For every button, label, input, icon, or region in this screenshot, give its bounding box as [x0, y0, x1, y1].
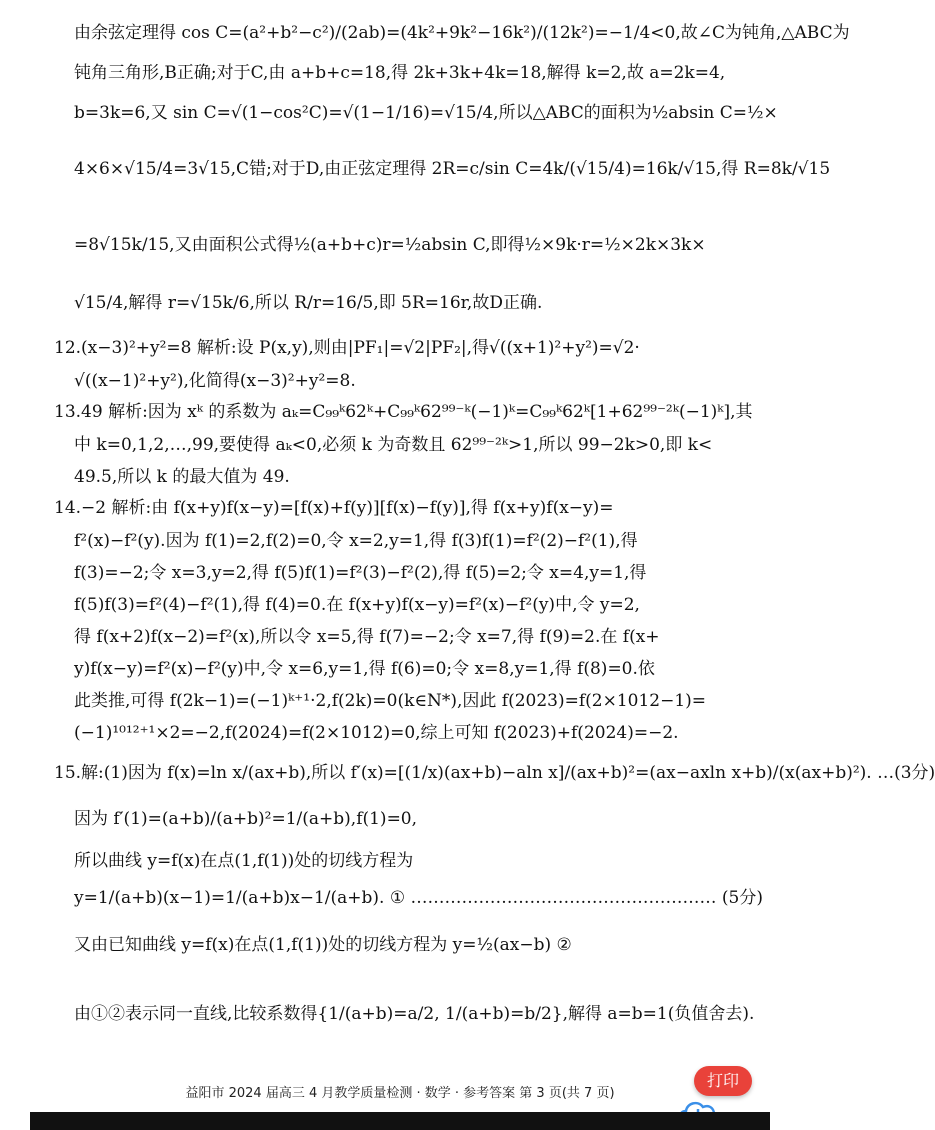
text-line: f(3)=−2;令 x=3,y=2,得 f(5)f(1)=f²(3)−f²(2),得 f(5)=2;令 x=4,y=1,得 — [74, 563, 647, 583]
text-line: 4×6×√15/4=3√15,C错;对于D,由正弦定理得 2R=c/sin C=4k/(√15/4)=16k/√15,得 R=8k/√15 — [74, 159, 831, 179]
text-line: √((x−1)²+y²),化简得(x−3)²+y²=8. — [74, 371, 356, 391]
text-line: 钝角三角形,B正确;对于C,由 a+b+c=18,得 2k+3k+4k=18,解得 k=2,故 a=2k=4, — [74, 63, 726, 83]
text-line: 得 f(x+2)f(x−2)=f²(x),所以令 x=5,得 f(7)=−2;令 x=7,得 f(9)=2.在 f(x+ — [74, 627, 660, 647]
print-button[interactable]: 打印 — [694, 1066, 752, 1096]
page-footer: 益阳市 2024 届高三 4 月教学质量检测 · 数学 · 参考答案 第 3 页(共 7 页) — [185, 1086, 615, 1101]
text-line: f²(x)−f²(y).因为 f(1)=2,f(2)=0,令 x=2,y=1,得 f(3)f(1)=f²(2)−f²(1),得 — [74, 531, 638, 551]
text-line: 因为 f′(1)=(a+b)/(a+b)²=1/(a+b),f(1)=0, — [74, 809, 418, 829]
text-line: 14.−2 解析:由 f(x+y)f(x−y)=[f(x)+f(y)][f(x)−f(y)],得 f(x+y)f(x−y)= — [54, 498, 614, 518]
text-line: 由余弦定理得 cos C=(a²+b²−c²)/(2ab)=(4k²+9k²−16k²)/(12k²)=−1/4<0,故∠C为钝角,△ABC为 — [74, 23, 850, 43]
text-line: 49.5,所以 k 的最大值为 49. — [74, 467, 290, 487]
text-line: f(5)f(3)=f²(4)−f²(1),得 f(4)=0.在 f(x+y)f(x−y)=f²(x)−f²(y)中,令 y=2, — [74, 595, 640, 615]
text-line: y=1/(a+b)(x−1)=1/(a+b)x−1/(a+b). ① ……………………………………………… (5分) — [74, 888, 763, 908]
text-line: y)f(x−y)=f²(x)−f²(y)中,令 x=6,y=1,得 f(6)=0;令 x=8,y=1,得 f(8)=0.依 — [74, 659, 655, 679]
text-line: 此类推,可得 f(2k−1)=(−1)ᵏ⁺¹·2,f(2k)=0(k∈N*),因此 f(2023)=f(2×1012−1)= — [74, 691, 707, 711]
text-line: 15.解:(1)因为 f(x)=ln x/(ax+b),所以 f′(x)=[(1/x)(ax+b)−aln x]/(ax+b)²=(ax−axln x+b)/(x(ax+b)²). …(3分) — [54, 763, 935, 783]
text-line: 所以曲线 y=f(x)在点(1,f(1))处的切线方程为 — [74, 851, 414, 871]
text-line: 又由已知曲线 y=f(x)在点(1,f(1))处的切线方程为 y=½(ax−b) ② — [74, 935, 572, 955]
text-line: (−1)¹⁰¹²⁺¹×2=−2,f(2024)=f(2×1012)=0,综上可知 f(2023)+f(2024)=−2. — [74, 723, 679, 743]
text-line: 中 k=0,1,2,…,99,要使得 aₖ<0,必须 k 为奇数且 62⁹⁹⁻²ᵏ>1,所以 99−2k>0,即 k< — [74, 435, 713, 455]
text-line: =8√15k/15,又由面积公式得½(a+b+c)r=½absin C,即得½×9k·r=½×2k×3k× — [74, 235, 706, 255]
text-line: √15/4,解得 r=√15k/6,所以 R/r=16/5,即 5R=16r,故D正确. — [74, 293, 543, 313]
text-line: b=3k=6,又 sin C=√(1−cos²C)=√(1−1/16)=√15/4,所以△ABC的面积为½absin C=½× — [74, 103, 778, 123]
bottom-black-bar — [30, 1112, 770, 1130]
text-line: 13.49 解析:因为 xᵏ 的系数为 aₖ=C₉₉ᵏ62ᵏ+C₉₉ᵏ62⁹⁹⁻ᵏ(−1)ᵏ=C₉₉ᵏ62ᵏ[1+62⁹⁹⁻²ᵏ(−1)ᵏ],其 — [54, 402, 753, 422]
text-line: 12.(x−3)²+y²=8 解析:设 P(x,y),则由|PF₁|=√2|PF₂|,得√((x+1)²+y²)=√2· — [54, 338, 640, 358]
text-line: 由①②表示同一直线,比较系数得{1/(a+b)=a/2, 1/(a+b)=b/2},解得 a=b=1(负值舍去). — [74, 1004, 755, 1024]
